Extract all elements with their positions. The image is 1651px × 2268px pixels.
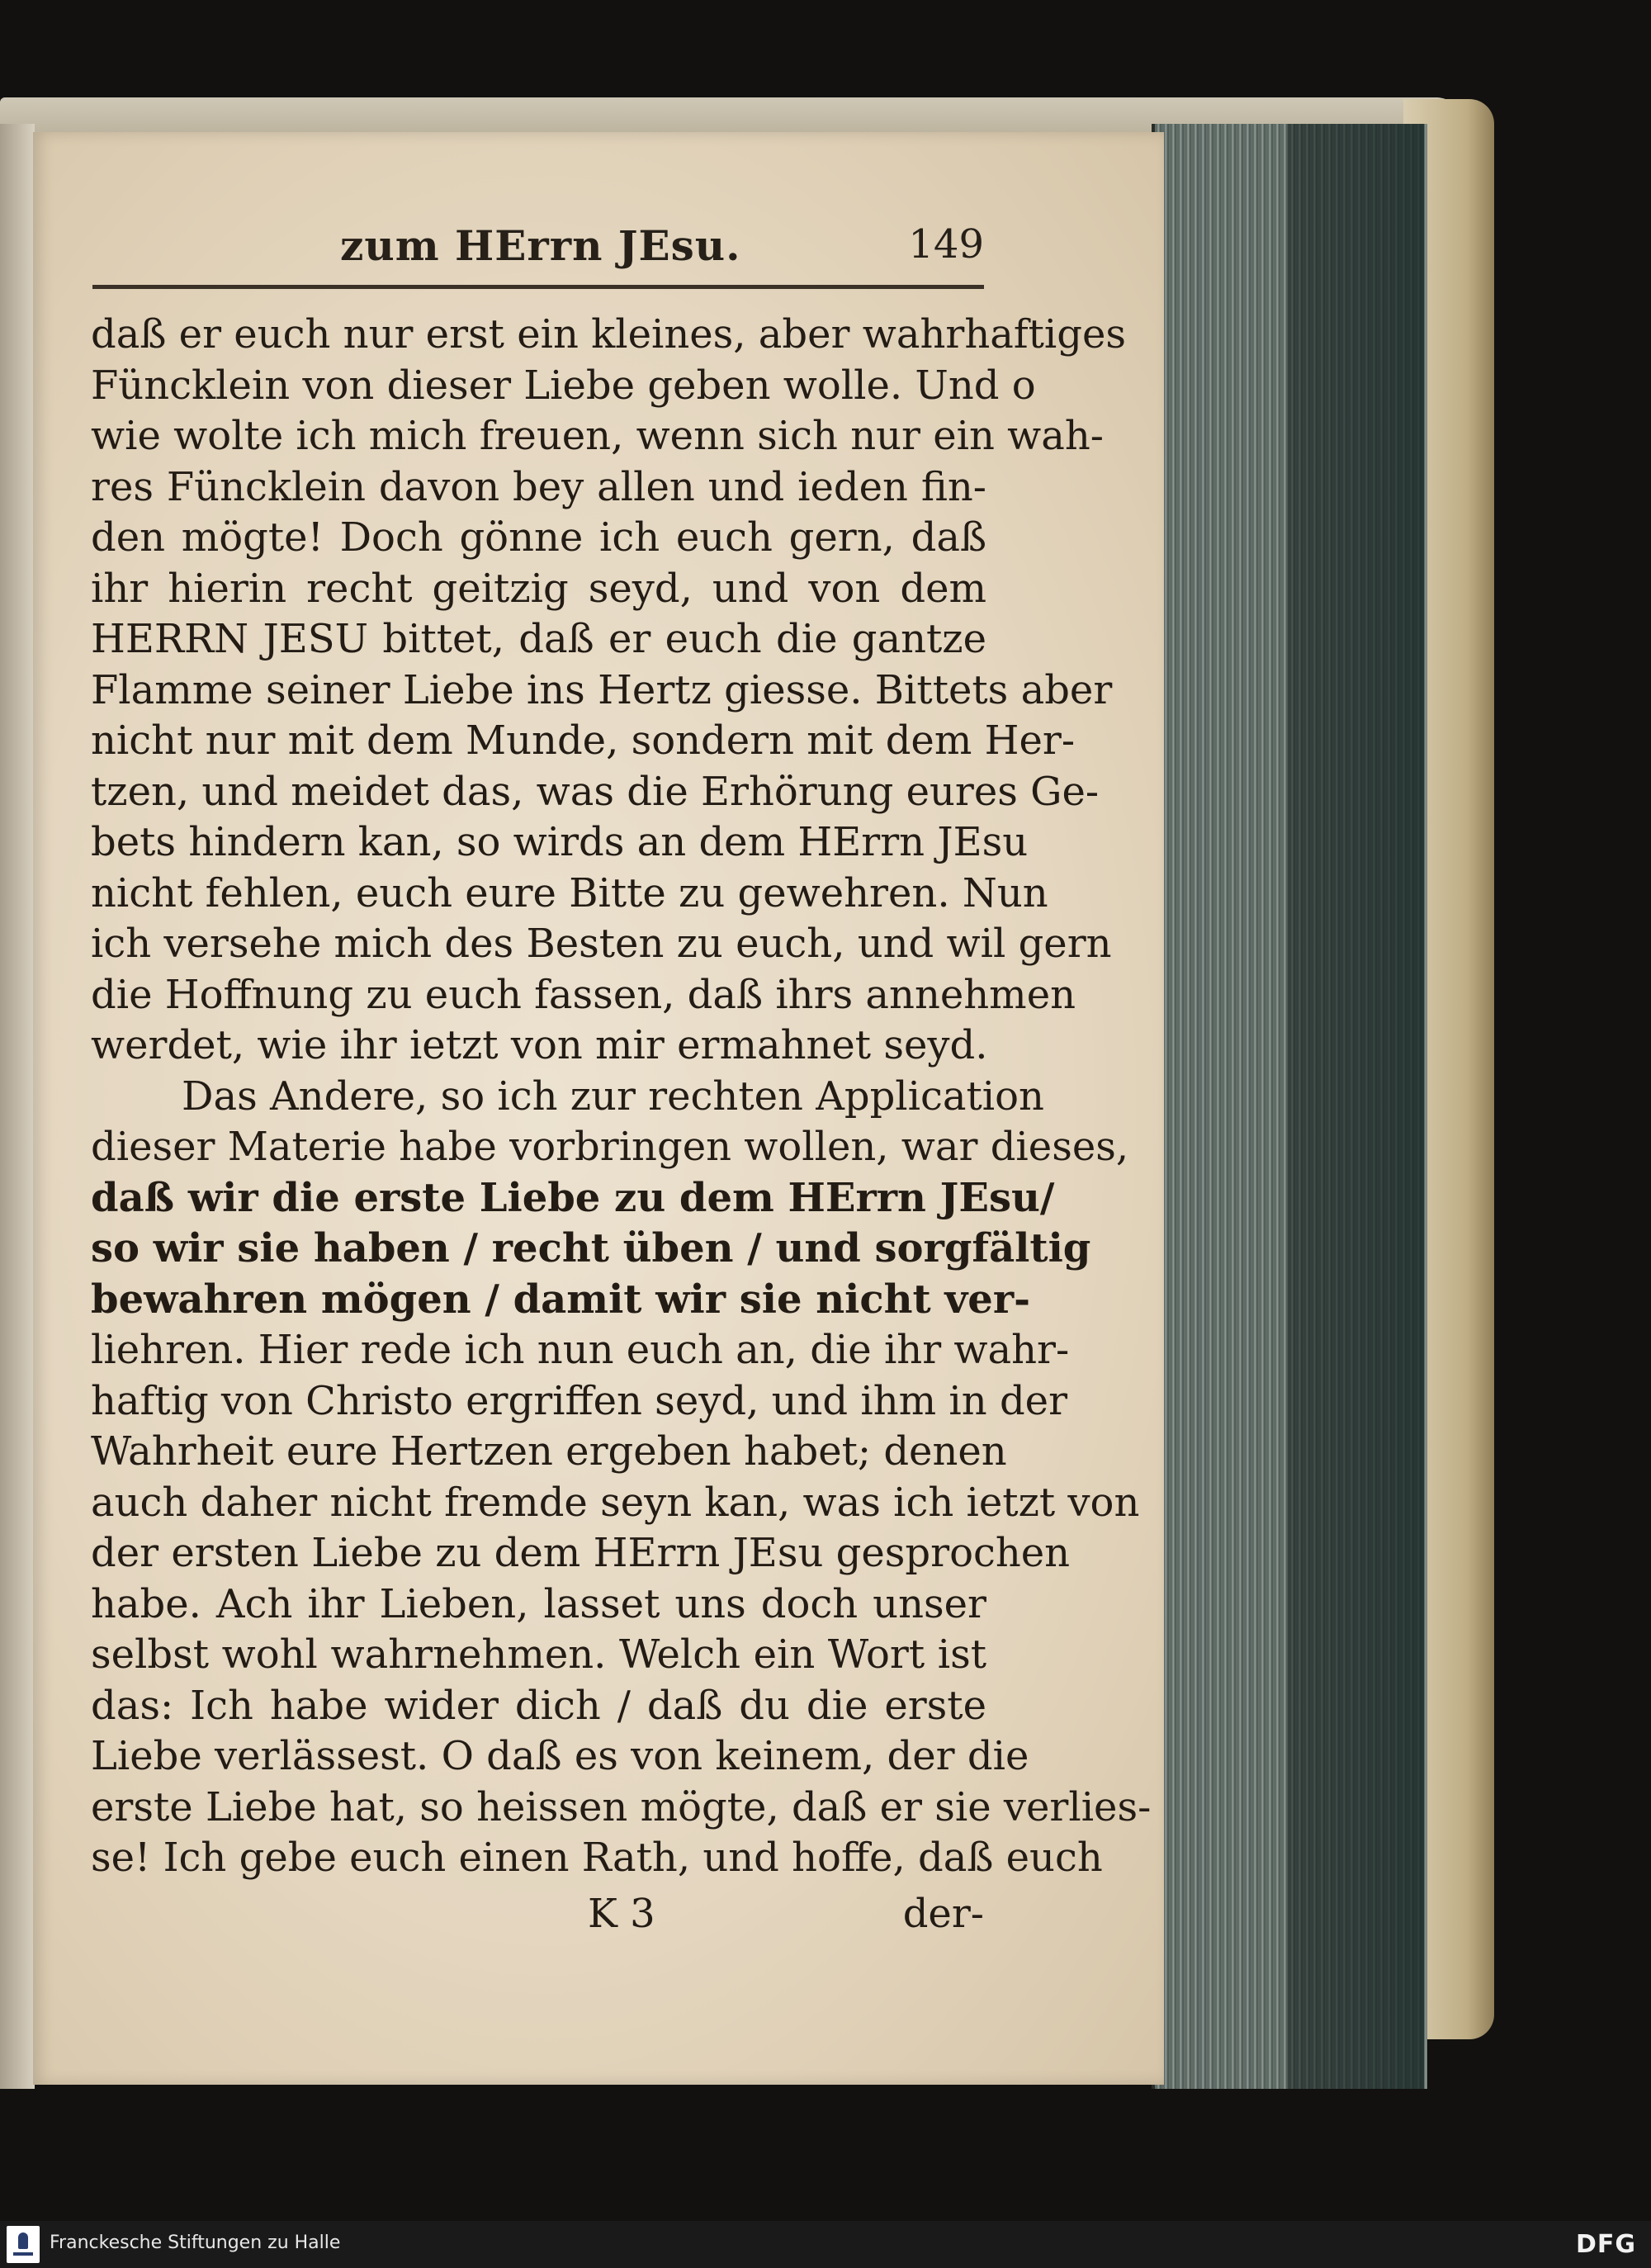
text-line: werdet, wie ihr ietzt von mir ermahnet seyd.	[91, 1022, 988, 1068]
text-line: haftig von Christo ergriffen seyd, und ihm in der	[91, 1377, 1068, 1424]
page-number: 149	[908, 221, 984, 268]
text-line: Füncklein von dieser Liebe geben wolle. Und o	[91, 362, 1036, 409]
running-head: zum HErrn JEsu.	[340, 221, 741, 270]
text-line: der ersten Liebe zu dem HErrn JEsu gesprochen	[91, 1530, 1071, 1576]
institution-logo-icon	[7, 2226, 40, 2263]
text-line: nicht fehlen, euch eure Bitte zu gewehren. Nun	[91, 869, 1048, 916]
header-rule	[92, 285, 984, 289]
text-line: so wir sie haben / recht üben / und sorgfältig	[91, 1225, 1091, 1271]
institution-name: Franckesche Stiftungen zu Halle	[50, 2232, 341, 2253]
text-line: daß wir die erste Liebe zu dem HErrn JEsu/	[91, 1174, 1055, 1221]
text-line: res Füncklein davon bey allen und ieden fin-	[91, 463, 986, 510]
page-header	[92, 221, 984, 279]
catchword: der-	[902, 1891, 984, 1937]
text-line: tzen, und meidet das, was die Erhörung eures Ge-	[91, 768, 1100, 815]
fore-edge-shadow	[1288, 124, 1424, 2089]
text-line: Liebe verlässest. O daß es von keinem, der die	[91, 1733, 1029, 1779]
viewer-footer-bar	[0, 2221, 1651, 2268]
text-line: auch daher nicht fremde seyn kan, was ich ietzt von	[91, 1479, 1140, 1526]
text-line: die Hoffnung zu euch fassen, daß ihrs annehmen	[91, 971, 1076, 1018]
text-line: Flamme seiner Liebe ins Hertz giesse. Bittets aber	[91, 666, 1113, 713]
text-line: erste Liebe hat, so heissen mögte, daß er sie verlies-	[91, 1783, 1152, 1830]
page-footer	[92, 1891, 984, 1940]
text-line: den mögte! Doch gönne ich euch gern, daß	[91, 514, 986, 561]
text-line: se! Ich gebe euch einen Rath, und hoffe, daß euch	[91, 1835, 1103, 1881]
text-line: das: Ich habe wider dich / daß du die erste	[91, 1682, 986, 1729]
text-line: habe. Ach ihr Lieben, lasset uns doch unser	[91, 1580, 986, 1627]
text-line: wie wolte ich mich freuen, wenn sich nur ein wah-	[91, 413, 1104, 459]
text-line: nicht nur mit dem Munde, sondern mit dem Her-	[91, 717, 1076, 764]
text-line: liehren. Hier rede ich nun euch an, die ihr wahr-	[91, 1327, 1070, 1373]
dfg-logo: DFG	[1575, 2230, 1636, 2259]
text-line: ihr hierin recht geitzig seyd, und von dem	[91, 565, 986, 612]
body-text	[91, 310, 1152, 1884]
text-line: Wahrheit eure Hertzen ergeben habet; denen	[91, 1428, 1007, 1475]
text-line: daß er euch nur erst ein kleines, aber wahrhaftiges	[91, 311, 1127, 357]
left-page-edge	[0, 124, 35, 2089]
text-line: ich versehe mich des Besten zu euch, und wil gern	[91, 921, 1112, 967]
signature-mark: K 3	[588, 1891, 655, 1937]
text-line: HERRN JESU bittet, daß er euch die gantze	[91, 616, 986, 662]
text-line: Das Andere, so ich zur rechten Application	[182, 1072, 1044, 1120]
text-line: bewahren mögen / damit wir sie nicht ver-	[91, 1276, 1031, 1323]
text-line: selbst wohl wahrnehmen. Welch ein Wort ist	[91, 1631, 986, 1678]
text-line: bets hindern kan, so wirds an dem HErrn JEsu	[91, 819, 1029, 865]
text-line: dieser Materie habe vorbringen wollen, war dieses,	[91, 1124, 1129, 1170]
